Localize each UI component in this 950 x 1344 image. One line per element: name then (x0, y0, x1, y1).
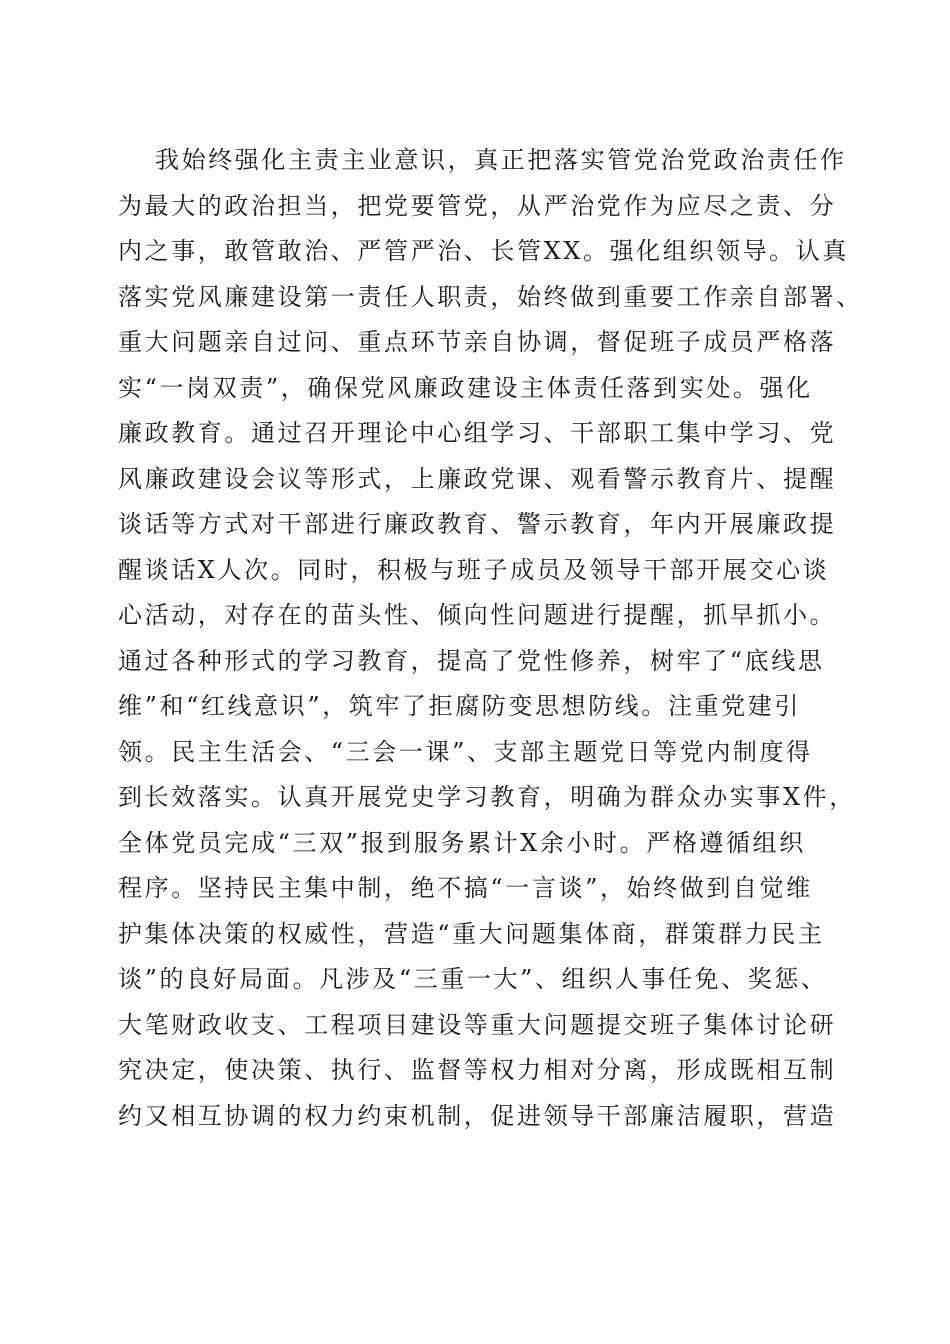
text-line: 程序。坚持民主集中制，绝不搞“一言谈”，始终做到自觉维 (118, 874, 813, 902)
text-line: 大笔财政收支、工程项目建设等重大问题提交班子集体讨论研 (118, 1010, 837, 1039)
text-line: 究决定，使决策、执行、监督等权力相对分离，形成既相互制 (118, 1056, 837, 1084)
text-line: 我始终强化主责主业意识，真正把落实管党治党政治责任作 (155, 146, 847, 174)
text-line: 领。民主生活会、“三会一课”、支部主题党日等党内制度得 (118, 737, 813, 766)
text-line: 通过各种形式的学习教育，提高了党性修养，树牢了“底线思 (118, 646, 825, 675)
text-line: 内之事，敢管敢治、严管严治、长管XX。强化组织领导。认真 (118, 237, 849, 265)
text-line: 心活动，对存在的苗头性、倾向性问题进行提醒，抓早抓小。 (118, 601, 837, 629)
text-line: 醒谈话X人次。同时，积极与班子成员及领导干部开展交心谈 (118, 555, 830, 584)
text-line: 约又相互协调的权力约束机制，促进领导干部廉洁履职，营造 (118, 1101, 837, 1130)
text-line: 风廉政建设会议等形式，上廉政党课、观看警示教育片、提醒 (118, 464, 837, 493)
text-line: 谈”的良好局面。凡涉及“三重一大”、组织人事任免、奖惩、 (118, 965, 828, 993)
text-line: 重大问题亲自过问、重点环节亲自协调，督促班子成员严格落 (118, 328, 837, 356)
text-line: 落实党风廉建设第一责任人职责，始终做到重要工作亲自部署、 (118, 282, 863, 311)
text-line: 廉政教育。通过召开理论中心组学习、干部职工集中学习、党 (118, 419, 837, 447)
text-line: 维”和“红线意识”，筑牢了拒腐防变思想防线。注重党建引 (118, 692, 802, 720)
text-line: 为最大的政治担当，把党要管党，从严治党作为应尽之责、分 (118, 191, 837, 220)
text-line: 到长效落实。认真开展党史学习教育，明确为群众办实事X件， (118, 783, 856, 811)
text-line: 护集体决策的权威性，营造“重大问题集体商，群策群力民主 (118, 919, 825, 948)
text-line: 谈话等方式对干部进行廉政教育、警示教育，年内开展廉政提 (118, 510, 837, 538)
body-paragraph (118, 138, 863, 1139)
text-line: 全体党员完成“三双”报到服务累计X余小时。严格遵循组织 (118, 828, 806, 857)
text-line: 实“一岗双责”，确保党风廉政建设主体责任落到实处。强化 (118, 373, 813, 402)
